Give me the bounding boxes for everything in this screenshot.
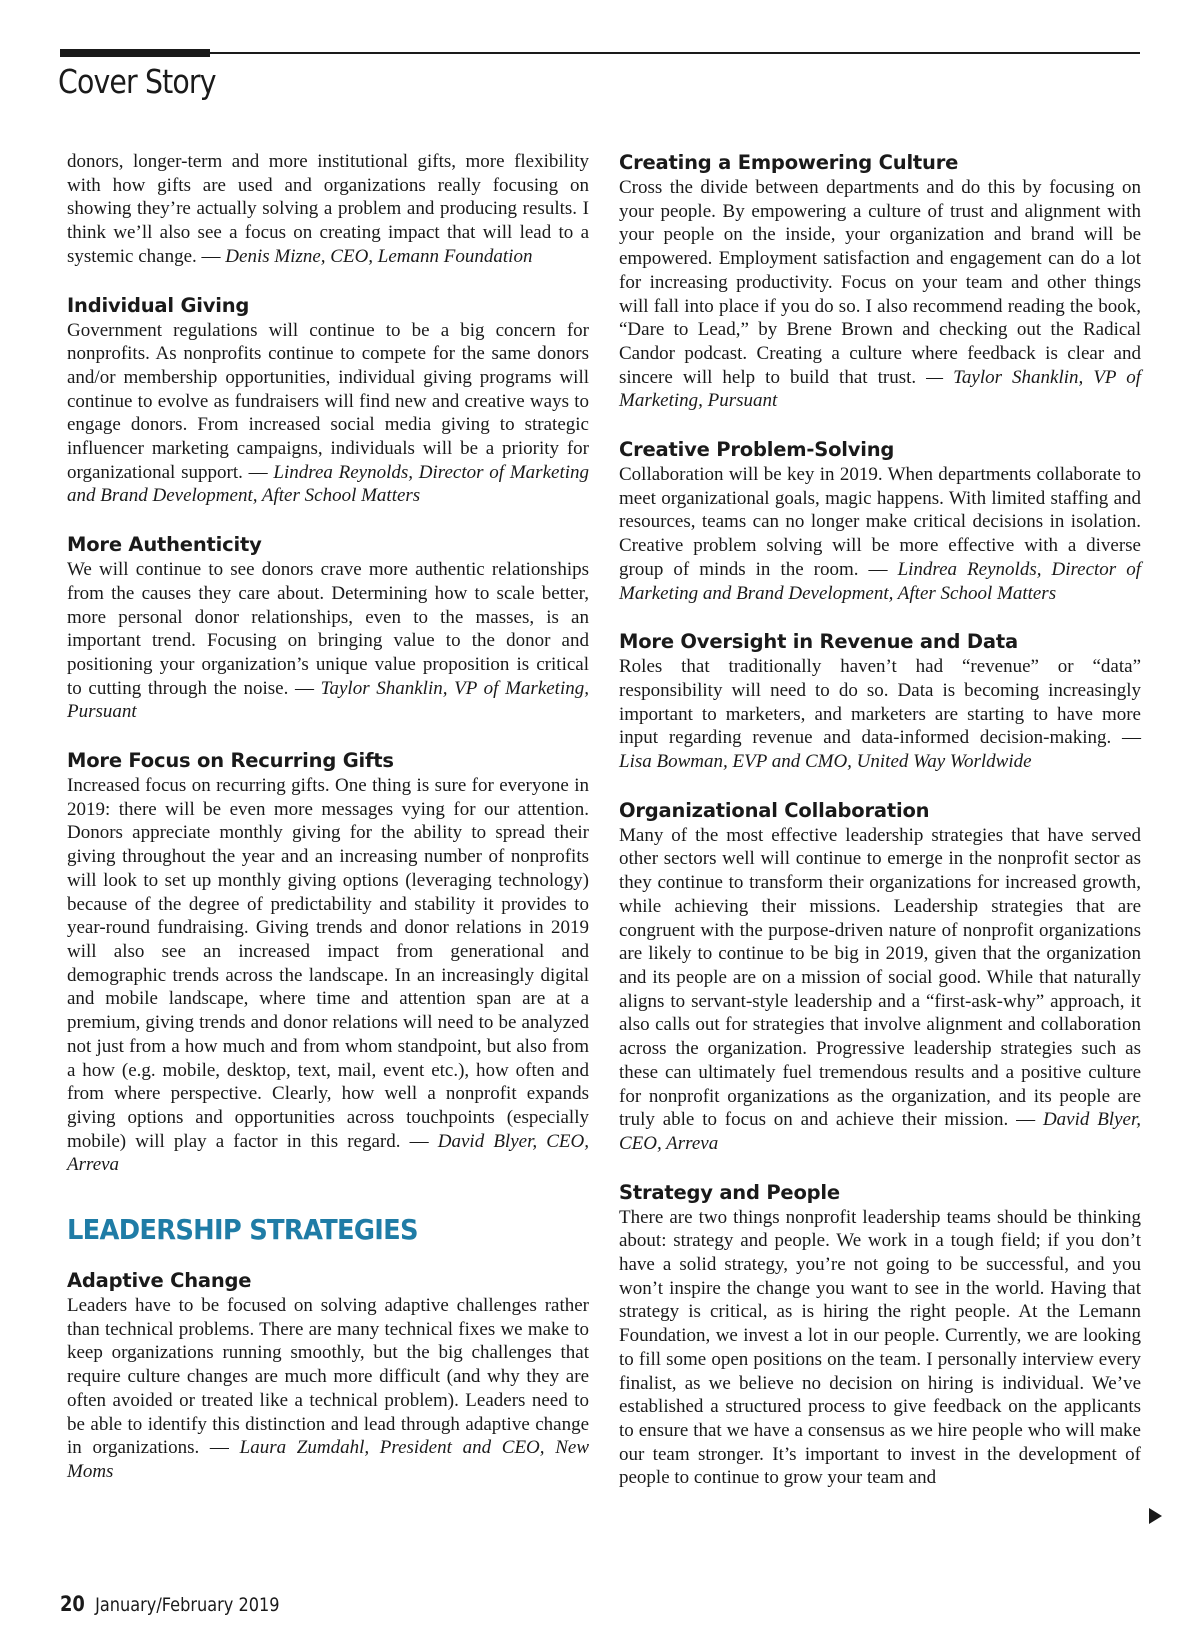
article-paragraph: Many of the most effective leadership strategies that have served other sectors well will continue to emerge in the nonprofit sector as they continue to transform their organizations for increased growth, while achieving their missions. Leadership strategies that are congruent with the purpose-driven nature of nonprofit organizations are likely to continue to be big in 2019, given that the organization and its people are on a mission of social good. While that naturally aligns to servant-style leadership and a “first-ask-why” approach, it also calls out for strategies that involve alignment and collaboration across the organization. Progressive leadership strategies such as these can ultimately fuel tremendous results and a positive culture for nonprofit organizations as the organization, and its people are truly able to focus on and achieve their mission. — David Blyer, CEO, Arreva	[619, 824, 1141, 1154]
article-paragraph: Leaders have to be focused on solving adaptive challenges rather than technical problems. There are many technical fixes we make to keep organizations running smoothly, but the big challenges that require culture changes are much more difficult (and why they are often avoided or treated like a technical problem). Leaders need to be able to identify this distinction and lead through adaptive change in organizations. — Laura Zumdahl, President and CEO, New Moms	[67, 1295, 590, 1482]
article-block	[67, 150, 589, 269]
subheading: More Oversight in Revenue and Data	[619, 630, 1018, 654]
left-column	[67, 150, 589, 1484]
article-paragraph: Government regulations will continue to be a big concern for nonprofits. As nonprofits continue to compete for the same donors and/or membership opportunities, individual giving programs will continue to evolve as fundraisers will find new and creative ways to engage donors. From increased social media giving to strategic influencer marketing campaigns, individuals will be a priority for organizational support. — Lindrea Reynolds, Director of Marketing and Brand Development, After School Matters	[67, 319, 590, 507]
article-paragraph: There are two things nonprofit leadership teams should be thinking about: strategy and people. We work in a tough field; if you don’t have a solid strategy, you’re not going to be successful, and you won’t inspire the change you want to see in the world. Having that strategy is critical, as is hiring the right people. At the Lemann Foundation, we invest a lot in our people. Currently, we are looking to fill some open positions on the team. I personally interview every finalist, as we believe no decision on hiring is individual. We’ve established a structured process to give feedback on the applicants to ensure that we have a consensus as we hire people who will make our team stronger. It’s important to invest in the development of people to continue to grow your team and	[619, 1206, 1141, 1489]
article-paragraph: We will continue to see donors crave more authentic relationships from the causes they care about. Determining how to scale better, more personal donor relationships, even to the masses, is an important trend. Focusing on bringing value to the donor and positioning your organization’s unique value proposition is critical to cutting through the noise. — Taylor Shanklin, VP of Marketing, Pursuant	[67, 559, 589, 723]
article-block	[619, 437, 1141, 605]
continue-arrow-icon	[1149, 1508, 1162, 1524]
article-block	[619, 629, 1141, 774]
article-paragraph: Cross the divide between departments and do this by focusing on your people. By empowering a culture of trust and alignment with your people on the inside, your organization and brand will be empowered. Employment satisfaction and engagement can do a lot for increasing productivity. Focus on your team and other things will fall into place if you do so. I also recommend reading the book, “Dare to Lead,” by Brene Brown and checking out the Radical Candor podcast. Creating a culture where feedback is clear and sincere will help to build that trust. — Taylor Shanklin, VP of Marketing, Pursuant	[619, 177, 1141, 412]
attribution: Denis Mizne, CEO, Lemann Foundation	[225, 245, 533, 267]
article-block	[619, 150, 1141, 413]
attribution: David Blyer, CEO, Arreva	[619, 1109, 1141, 1154]
subheading: Strategy and People	[619, 1180, 840, 1204]
article-paragraph: Increased focus on recurring gifts. One thing is sure for everyone in 2019: there will be even more messages vying for our attention. Donors appreciate monthly giving for the ability to spread their giving throughout the year and an increasing number of nonprofits will look to set up monthly giving options (leveraging technology) because of the degree of predictability and stability it provides to year-round fundraising. Giving trends and donor relations in 2019 will also see an increased impact from generational and demographic trends across the landscape. In an increasingly digital and mobile landscape, where time and attention span are at a premium, giving trends and donor relations will need to be analyzed not just from a how much and from whom standpoint, but also from a how (e.g. mobile, desktop, text, mail, event etc.), how often and from where perspective. Clearly, how well a nonprofit expands giving options and opportunities across touchpoints (especially mobile) will play a factor in this regard. — David Blyer, CEO, Arreva	[67, 775, 589, 1176]
attribution: Lindrea Reynolds, Director of Marketing and Brand Development, After School Matters	[67, 461, 590, 507]
subheading: Adaptive Change	[67, 1269, 252, 1293]
issue-date: January/February 2019	[95, 1594, 280, 1616]
article-block	[67, 532, 589, 724]
article-paragraph: Roles that traditionally haven’t had “revenue” or “data” responsibility will need to do so. Data is becoming increasingly important to marketers, and marketers are starting to have more input regarding revenue and data-informed decision-making. — Lisa Bowman, EVP and CMO, United Way Worldwide	[619, 656, 1141, 773]
attribution: Lindrea Reynolds, Director of Marketing and Brand Development, After School Matters	[619, 558, 1141, 604]
article-block	[619, 798, 1141, 1156]
attribution: Taylor Shanklin, VP of Marketing, Pursuant	[67, 677, 589, 723]
major-heading: LEADERSHIP STRATEGIES	[67, 1213, 418, 1247]
page-footer	[60, 1592, 280, 1616]
section-title: Cover Story	[58, 62, 216, 101]
subheading: Creating a Empowering Culture	[619, 151, 959, 174]
attribution: — Taylor Shanklin, VP of Marketing, Pursuant	[619, 366, 1141, 412]
article-block	[619, 1180, 1141, 1490]
attribution: Laura Zumdahl, President and CEO, New Moms	[67, 1437, 590, 1482]
article-block	[67, 748, 589, 1177]
right-column	[619, 150, 1141, 1490]
attribution: David Blyer, CEO, Arreva	[67, 1130, 589, 1176]
subheading: Creative Problem-Solving	[619, 438, 895, 462]
header-rule-accent	[60, 49, 210, 57]
subheading: More Authenticity	[67, 533, 262, 557]
subheading: Organizational Collaboration	[619, 798, 930, 822]
article-paragraph: Collaboration will be key in 2019. When departments collaborate to meet organizational goals, magic happens. With limited staffing and resources, teams can no longer make critical decisions in isolation. Creative problem solving will be more effective with a diverse group of minds in the room. — Lindrea Reynolds, Director of Marketing and Brand Development, After School Matters	[619, 464, 1141, 604]
article-paragraph: donors, longer-term and more institutional gifts, more flexibility with how gifts are used and organizations really focusing on showing they’re actually solving a problem and producing results. I think we’ll also see a focus on creating impact that will lead to a systemic change. — Denis Mizne, CEO, Lemann Foundation	[67, 151, 589, 267]
header-rule	[60, 52, 1140, 54]
subheading: More Focus on Recurring Gifts	[67, 749, 394, 773]
article-block	[67, 293, 589, 509]
page-number: 20	[60, 1592, 85, 1616]
article-block	[67, 1268, 589, 1484]
subheading: Individual Giving	[67, 293, 250, 317]
attribution: Lisa Bowman, EVP and CMO, United Way Worldwide	[619, 751, 1032, 773]
